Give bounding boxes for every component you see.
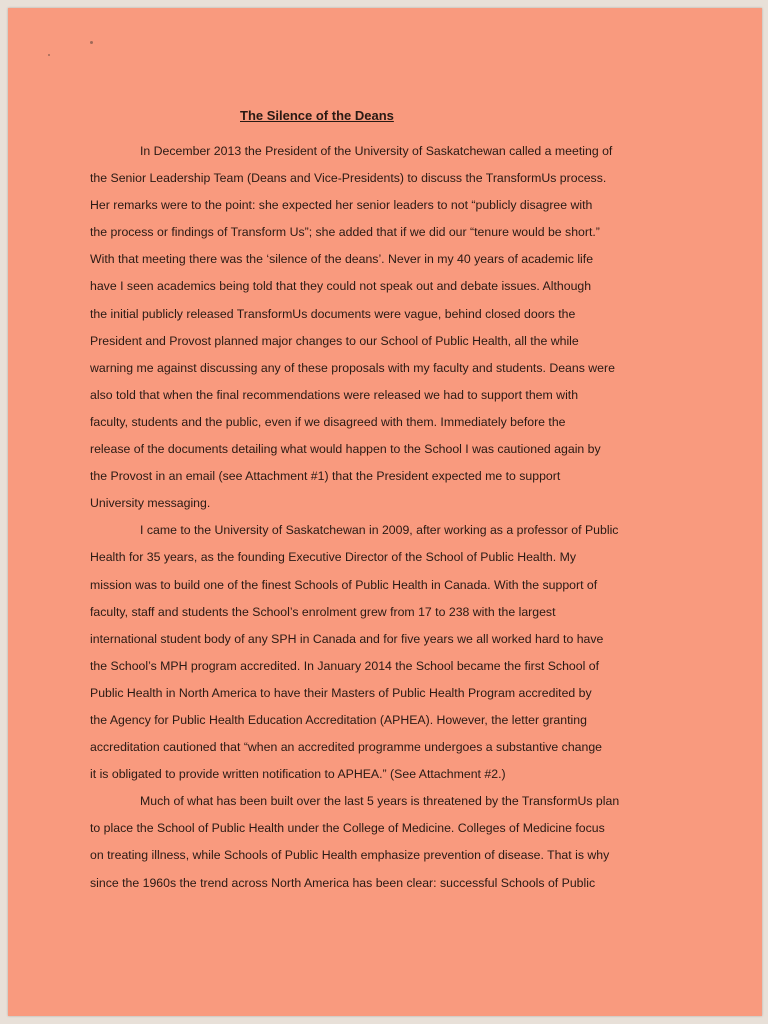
text-line: the Agency for Public Health Education Accreditation (APHEA). However, the letter granting xyxy=(90,712,587,727)
text-line: release of the documents detailing what would happen to the School I was cautioned again by xyxy=(90,442,601,457)
text-line: faculty, staff and students the School’s enrolment grew from 17 to 238 with the largest xyxy=(90,604,556,619)
text-line: With that meeting there was the ‘silence of the deans’. Never in my 40 years of academic life xyxy=(90,252,594,267)
text-line: the Provost in an email (see Attachment #1) that the President expected me to support xyxy=(90,469,561,484)
text-line: the initial publicly released TransformUs documents were vague, behind closed doors the xyxy=(90,306,576,321)
paper-speck xyxy=(48,54,50,56)
text-line: Public Health in North America to have their Masters of Public Health Program accredited by xyxy=(90,685,592,700)
document-body xyxy=(90,138,680,897)
text-line: I came to the University of Saskatchewan in 2009, after working as a professor of Public xyxy=(140,523,619,538)
text-line: University messaging. xyxy=(90,496,211,511)
text-line: on treating illness, while Schools of Public Health emphasize prevention of disease. That is why xyxy=(90,848,610,863)
text-line: President and Provost planned major changes to our School of Public Health, all the while xyxy=(90,333,579,348)
text-line: the process or findings of Transform Us”; she added that if we did our “tenure would be short.” xyxy=(90,225,600,240)
text-line: to place the School of Public Health under the College of Medicine. Colleges of Medicine focus xyxy=(90,821,605,836)
text-line: warning me against discussing any of these proposals with my faculty and students. Deans were xyxy=(90,360,615,375)
text-line: since the 1960s the trend across North America has been clear: successful Schools of Public xyxy=(90,875,596,890)
paper-speck xyxy=(90,41,93,44)
text-line: the School’s MPH program accredited. In January 2014 the School became the first School of xyxy=(90,658,600,673)
text-line: In December 2013 the President of the University of Saskatchewan called a meeting of xyxy=(140,144,613,158)
text-line: Her remarks were to the point: she expected her senior leaders to not “publicly disagree with xyxy=(90,198,593,213)
text-line: Much of what has been built over the last 5 years is threatened by the TransformUs plan xyxy=(140,794,620,809)
text-line: Health for 35 years, as the founding Executive Director of the School of Public Health. My xyxy=(90,550,576,565)
text-line: mission was to build one of the finest Schools of Public Health in Canada. With the support of xyxy=(90,577,598,592)
text-line: have I seen academics being told that they could not speak out and debate issues. Although xyxy=(90,279,592,294)
text-line: it is obligated to provide written notification to APHEA.” (See Attachment #2.) xyxy=(90,767,506,782)
document-title: The Silence of the Deans xyxy=(240,108,394,123)
document-page xyxy=(8,8,762,1016)
text-line: the Senior Leadership Team (Deans and Vice-Presidents) to discuss the TransformUs process. xyxy=(90,171,607,186)
text-line: faculty, students and the public, even if we disagreed with them. Immediately before the xyxy=(90,414,566,429)
text-line: international student body of any SPH in Canada and for five years we all worked hard to have xyxy=(90,631,604,646)
text-line: also told that when the final recommendations were released we had to support them with xyxy=(90,387,579,402)
text-line: accreditation cautioned that “when an accredited programme undergoes a substantive change xyxy=(90,740,603,755)
